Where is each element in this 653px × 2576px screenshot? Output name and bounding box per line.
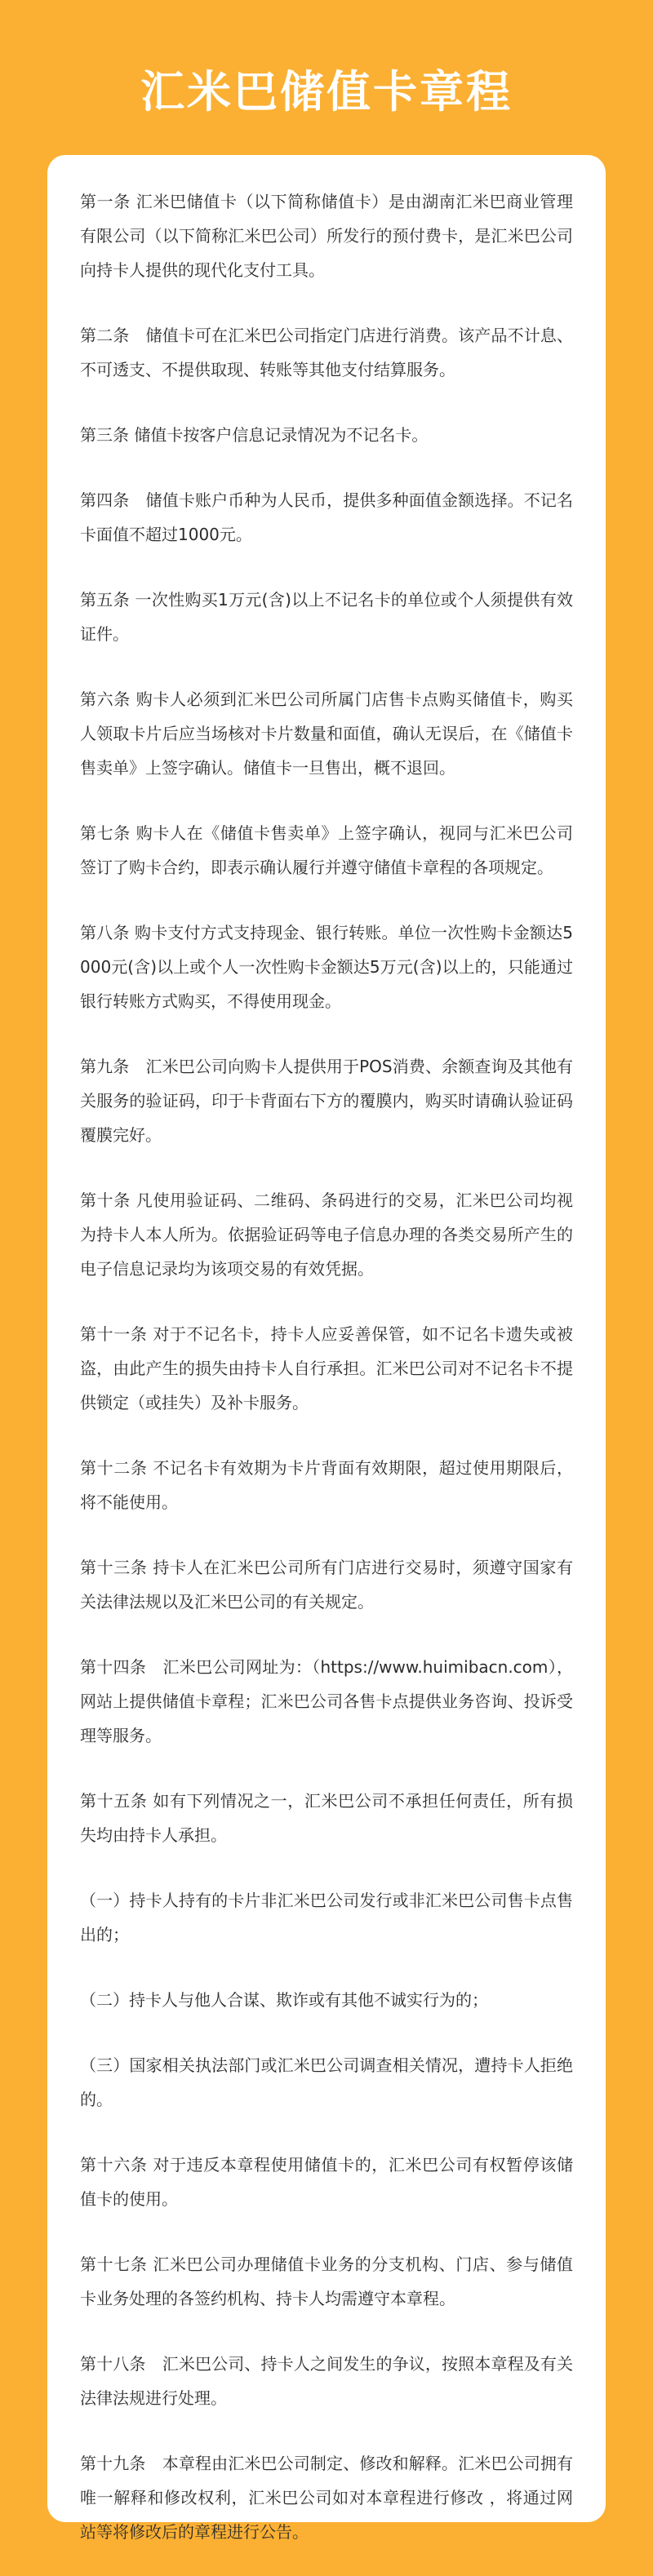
terms-card xyxy=(47,155,606,2542)
clause-12: 第十二条 不记名卡有效期为卡片背面有效期限，超过使用期限后，将不能使用。 xyxy=(80,1458,573,1512)
clause-17: 第十七条 汇米巴公司办理储值卡业务的分支机构、门店、参与储值卡业务处理的各签约机构、持卡人均需遵守本章程。 xyxy=(80,2255,573,2308)
clause-11: 第十一条 对于不记名卡，持卡人应妥善保管，如不记名卡遗失或被盗，由此产生的损失由持卡人自行承担。汇米巴公司对不记名卡不提供锁定（或挂失）及补卡服务。 xyxy=(80,1324,573,1412)
clause-16: 第十六条 对于违反本章程使用储值卡的，汇米巴公司有权暂停该储值卡的使用。 xyxy=(80,2155,573,2209)
clause-1: 第一条 汇米巴储值卡（以下简称储值卡）是由湖南汇米巴商业管理有限公司（以下简称汇米巴公司）所发行的预付费卡，是汇米巴公司向持卡人提供的现代化支付工具。 xyxy=(80,192,573,280)
clause-3: 第三条 储值卡按客户信息记录情况为不记名卡。 xyxy=(80,425,429,445)
clause-14: 第十四条 汇米巴公司网址为：（https://www.huimibacn.com），网站上提供储值卡章程；汇米巴公司各售卡点提供业务咨询、投诉受理等服务。 xyxy=(80,1657,573,1745)
clause-8: 第八条 购卡支付方式支持现金、银行转账。单位一次性购卡金额达5000元(含)以上或个人一次性购卡金额达5万元(含)以上的，只能通过银行转账方式购买，不得使用现金。 xyxy=(80,923,573,1011)
clause-15-item-3: （三）国家相关执法部门或汇米巴公司调查相关情况，遭持卡人拒绝的。 xyxy=(80,2055,573,2109)
clause-18: 第十八条 汇米巴公司、持卡人之间发生的争议，按照本章程及有关法律法规进行处理。 xyxy=(80,2354,573,2408)
clause-15-item-1: （一）持卡人持有的卡片非汇米巴公司发行或非汇米巴公司售卡点售出的； xyxy=(80,1891,573,1944)
clause-13: 第十三条 持卡人在汇米巴公司所有门店进行交易时，须遵守国家有关法律法规以及汇米巴公司的有关规定。 xyxy=(80,1558,573,1612)
clause-2: 第二条 储值卡可在汇米巴公司指定门店进行消费。该产品不计息、不可透支、不提供取现、转账等其他支付结算服务。 xyxy=(80,326,573,379)
clause-15-item-2: （二）持卡人与他人合谋、欺诈或有其他不诚实行为的； xyxy=(80,1990,488,2010)
clause-9: 第九条 汇米巴公司向购卡人提供用于POS消费、余额查询及其他有关服务的验证码，印于卡背面右下方的覆膜内，购买时请确认验证码覆膜完好。 xyxy=(80,1057,573,1145)
clause-15: 第十五条 如有下列情况之一，汇米巴公司不承担任何责任，所有损失均由持卡人承担。 xyxy=(80,1791,573,1845)
clause-6: 第六条 购卡人必须到汇米巴公司所属门店售卡点购买储值卡，购买人领取卡片后应当场核对卡片数量和面值，确认无误后，在《储值卡售卖单》上签字确认。储值卡一旦售出，概不退回。 xyxy=(80,689,573,778)
clause-4: 第四条 储值卡账户币种为人民币，提供多种面值金额选择。不记名卡面值不超过1000元。 xyxy=(80,490,573,544)
clause-10: 第十条 凡使用验证码、二维码、条码进行的交易，汇米巴公司均视为持卡人本人所为。依据验证码等电子信息办理的各类交易所产生的电子信息记录均为该项交易的有效凭据。 xyxy=(80,1190,573,1279)
page-title: 汇米巴储值卡章程 xyxy=(140,66,513,117)
clause-7: 第七条 购卡人在《储值卡售卖单》上签字确认，视同与汇米巴公司签订了购卡合约，即表示确认履行并遵守储值卡章程的各项规定。 xyxy=(80,823,573,877)
clause-5: 第五条 一次性购买1万元(含)以上不记名卡的单位或个人须提供有效证件。 xyxy=(80,590,573,644)
clause-19: 第十九条 本章程由汇米巴公司制定、修改和解释。汇米巴公司拥有唯一解释和修改权利，汇米巴公司如对本章程进行修改 ，将通过网站等将修改后的章程进行公告。 xyxy=(80,2454,573,2542)
